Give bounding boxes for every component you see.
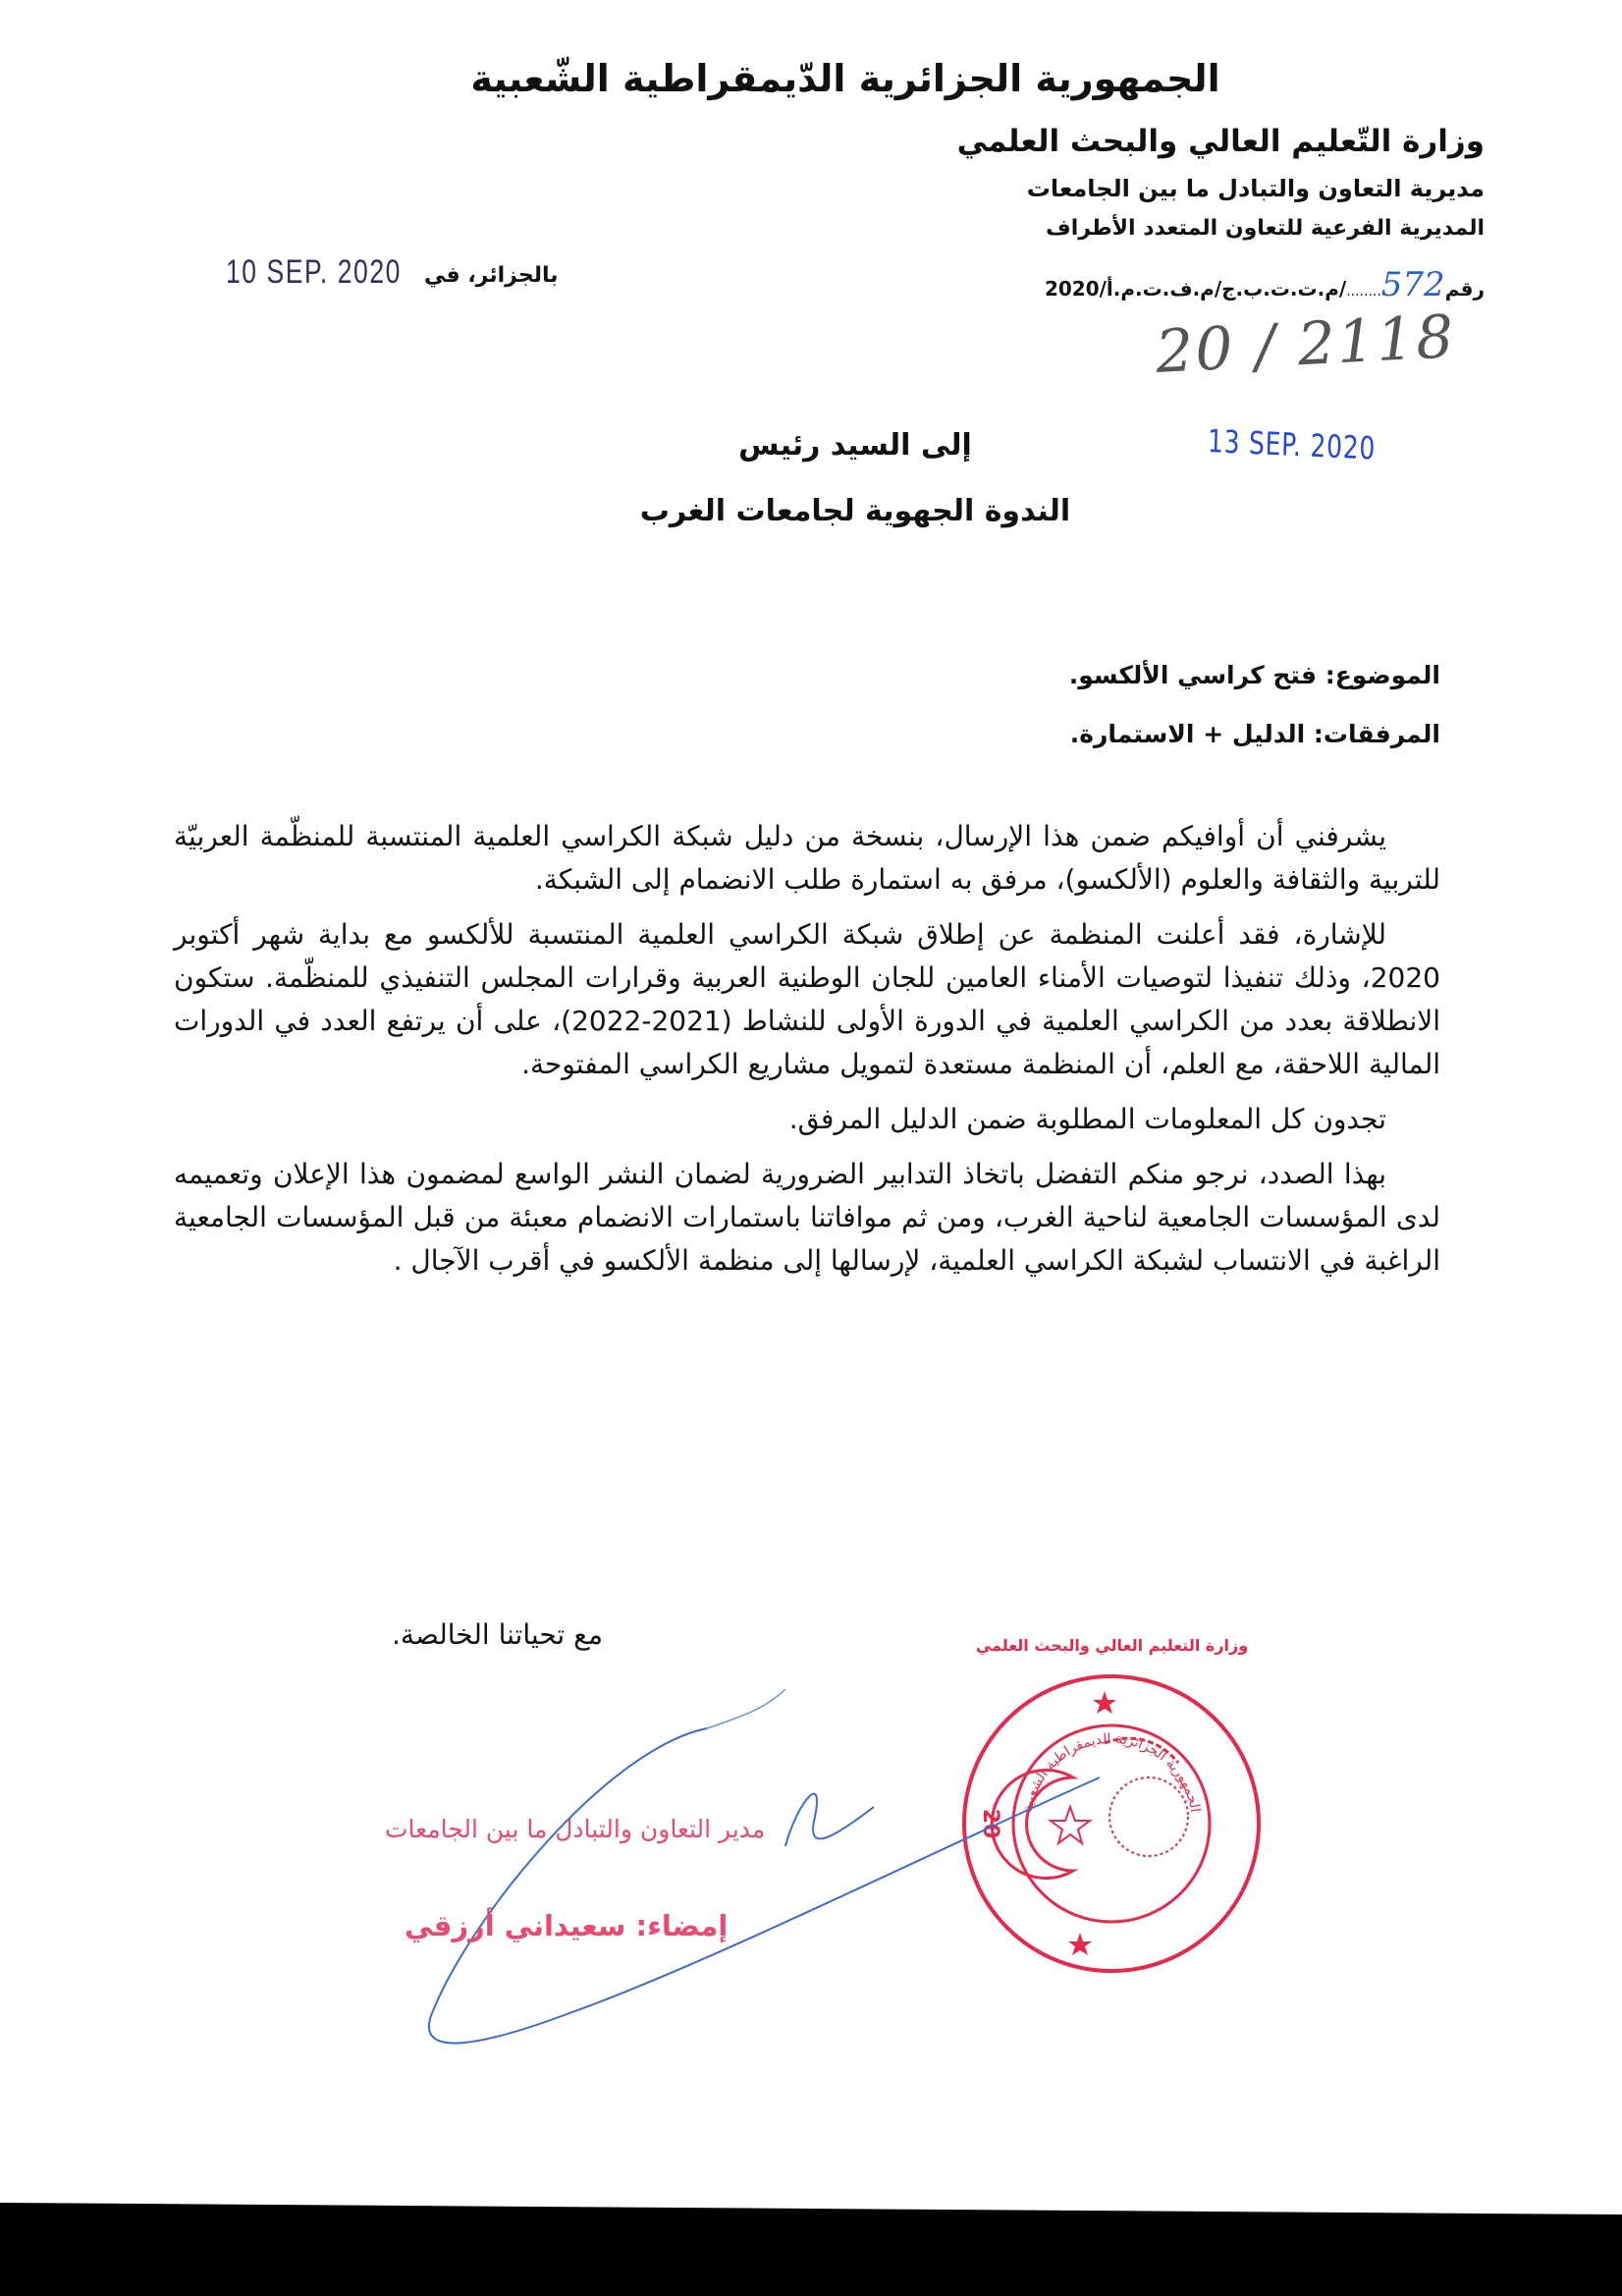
reference-label: رقم — [1444, 277, 1485, 301]
recipient-line-1: إلى السيد رئيس — [738, 428, 972, 463]
handwritten-signature-icon — [412, 1689, 1119, 2062]
seal-outer-text: وزارة التعليم العالي والبحث العلمي — [975, 1636, 1249, 1655]
ministry-heading: وزارة التّعليم العالي والبحث العلمي — [956, 124, 1485, 159]
attachments-line: المرفقات: الدليل + الاستمارة. — [1069, 720, 1440, 748]
body-paragraph: بهذا الصدد، نرجو منكم التفضل باتخاذ التدابير الضرورية لضمان النشر الواسع لمضمون هذا الإعلان وتعميمه لدى المؤسسات الجامعية لناحية الغرب، ومن ثم موافاتنا باستمارات الانضمام معبئة من قبل المؤسسات الجامعية الراغبة في الانتساب لشبكة الكراسي العلمية، لإرسالها إلى منظمة الألكسو في أقرب الآجال . — [174, 1158, 1440, 1277]
reference-number — [1045, 265, 1485, 304]
scan-border — [0, 2203, 1622, 2296]
received-date-stamp: 13 SEP. 2020 — [1207, 422, 1377, 467]
republic-heading: الجمهورية الجزائرية الدّيمقراطية الشّعبية — [470, 57, 1220, 100]
reference-handwritten-number: 572 — [1380, 265, 1445, 304]
reference-dots: ........ — [1346, 284, 1381, 300]
seal-inner-text: الجمهورية الجزائرية الديمقراطية الشعبية — [1019, 1730, 1204, 1814]
subject-line: الموضوع: فتح كراسي الألكسو. — [1068, 661, 1440, 689]
body-paragraph: يشرفني أن أوافيكم ضمن هذا الإرسال، بنسخة من دليل شبكة الكراسي العلمية المنتسبة للمنظّمة العربيّة للتربية والثقافة والعلوم (الألكسو)، مرفق به استمارة طلب الانضمام إلى الشبكة. — [174, 820, 1440, 896]
signer-title: مدير التعاون والتبادل ما بين الجامعات — [385, 1815, 766, 1843]
body-paragraph: للإشارة، فقد أعلنت المنظمة عن إطلاق شبكة الكراسي العلمية المنتسبة للألكسو مع بداية شهر أكتوبر 2020، وذلك تنفيذا لتوصيات الأمناء العامين للجان الوطنية العربية وقرارات المجلس التنفيذي للمنظّمة. ستكون الانطلاقة بعدد من الكراسي العلمية في الدورة الأولى للنشاط (2021-2022)، على أن يرتفع العدد في الدورات المالية اللاحقة، مع العلم، أن المنظمة مستعدة لتمويل مشاريع الكراسي المفتوحة. — [174, 918, 1440, 1080]
signer-name: إمضاء: سعيداني أرزقي — [405, 1909, 729, 1942]
letter-body — [174, 815, 1440, 1294]
issue-date-stamp: 10 SEP. 2020 — [226, 253, 402, 291]
closing-salutation: مع تحياتنا الخالصة. — [392, 1618, 603, 1651]
reference-code: /م.ت.ت.ب.ج/م.ف.ت.م.أ/2020 — [1044, 277, 1347, 301]
recipient-line-2: الندوة الجهوية لجامعات الغرب — [639, 494, 1071, 528]
body-paragraph: تجدون كل المعلومات المطلوبة ضمن الدليل المرفق. — [788, 1103, 1386, 1135]
handwritten-registration-note: 20 / 2118 — [1153, 302, 1457, 387]
subdirectorate-heading: المديرية الفرعية للتعاون المتعدد الأطراف — [1046, 216, 1485, 241]
seal-number: 20 — [978, 1808, 1002, 1839]
directorate-heading: مديرية التعاون والتبادل ما بين الجامعات — [1026, 175, 1485, 202]
place-date-label: بالجزائر، في — [424, 263, 559, 288]
emblem-hand-icon — [1109, 1777, 1188, 1856]
